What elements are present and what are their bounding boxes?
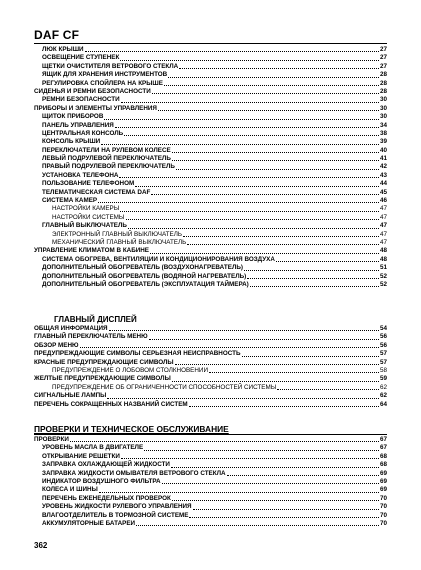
page-number: 362 xyxy=(34,541,48,550)
toc-part-2 xyxy=(34,315,387,409)
dot-leader xyxy=(175,364,379,365)
toc-entry-page: 52 xyxy=(379,280,387,288)
toc-entry-page: 57 xyxy=(379,350,387,358)
toc-entry-title: ПЕРЕЧЕНЬ ЕЖЕНЕДЕЛЬНЫХ ПРОВЕРОК xyxy=(42,494,171,502)
toc-entry-page: 62 xyxy=(379,392,387,400)
dot-leader xyxy=(109,330,379,331)
toc-entry-title: ОТКРЫВАНИЕ РЕШЕТКИ xyxy=(42,452,120,460)
toc-entry-page: 56 xyxy=(379,341,387,349)
dot-leader xyxy=(121,102,379,103)
dot-leader xyxy=(120,60,379,61)
toc-entry xyxy=(34,461,387,469)
toc-entry xyxy=(34,247,387,255)
toc-entry-title: ЦЕНТРАЛЬНАЯ КОНСОЛЬ xyxy=(42,129,124,137)
dot-leader xyxy=(171,467,379,468)
toc-entry-page: 51 xyxy=(379,264,387,272)
toc-entry-page: 48 xyxy=(379,247,387,255)
toc-entry xyxy=(34,281,387,289)
toc-entry-page: 68 xyxy=(379,452,387,460)
toc-entry xyxy=(34,113,387,121)
toc-entry-title: ОСВЕЩЕНИЕ СТУПЕНЕК xyxy=(42,54,120,62)
toc-entry-page: 41 xyxy=(379,155,387,163)
toc-entry xyxy=(34,470,387,478)
toc-entry-title: ПРАВЫЙ ПОДРУЛЕВОЙ ПЕРЕКЛЮЧАТЕЛЬ xyxy=(42,163,175,171)
toc-entry-title: СИСТЕМА КАМЕР xyxy=(42,197,98,205)
toc-entry xyxy=(34,222,387,230)
toc-entry xyxy=(34,273,387,281)
toc-entry-title: ЖЕЛТЫЕ ПРЕДУПРЕЖДАЮЩИЕ СИМВОЛЫ xyxy=(34,375,171,383)
dot-leader xyxy=(151,194,379,195)
document-brand-title: DAF CF xyxy=(34,28,80,42)
toc-entry-title: УПРАВЛЕНИЕ КЛИМАТОМ В КАБИНЕ xyxy=(34,247,150,255)
toc-entry-title: УСТАНОВКА ТЕЛЕФОНА xyxy=(42,171,119,179)
toc-entry-title: ОБЩАЯ ИНФОРМАЦИЯ xyxy=(34,324,108,332)
toc-entry xyxy=(34,63,387,71)
dot-leader xyxy=(242,356,379,357)
toc-entry xyxy=(34,503,387,511)
toc-entry xyxy=(34,264,387,272)
dot-leader xyxy=(99,492,379,493)
toc-entry-page: 67 xyxy=(379,435,387,443)
toc-entry-page: 40 xyxy=(379,146,387,154)
toc-entry xyxy=(34,486,387,494)
toc-entry xyxy=(34,46,387,54)
toc-entry-page: 27 xyxy=(379,45,387,53)
toc-entry-page: 47 xyxy=(379,213,387,221)
toc-entry xyxy=(34,71,387,79)
dot-leader xyxy=(168,77,379,78)
dot-leader xyxy=(104,119,379,120)
dot-leader xyxy=(135,186,379,187)
toc-entry xyxy=(34,172,387,180)
toc-section-2 xyxy=(34,436,387,528)
toc-entry-title: ПРЕДУПРЕЖДЕНИЕ ОБ ОГРАНИЧЕННОСТИ СПОСОБНОСТЕЙ СИСТЕМЫ xyxy=(52,383,277,391)
dot-leader xyxy=(121,458,379,459)
toc-entry-title: НАСТРОЙКИ СИСТЕМЫ xyxy=(52,213,125,221)
toc-entry xyxy=(34,384,387,392)
toc-entry xyxy=(34,96,387,104)
toc-entry-title: КРАСНЫЕ ПРЕДУПРЕЖДАЮЩИЕ СИМВОЛЫ xyxy=(34,358,174,366)
toc-entry xyxy=(34,80,387,88)
toc-entry-page: 28 xyxy=(379,79,387,87)
dot-leader xyxy=(176,169,379,170)
toc-entry-title: ЩИТОК ПРИБОРОВ xyxy=(42,113,104,121)
toc-entry-page: 43 xyxy=(379,171,387,179)
toc-entry xyxy=(34,392,387,400)
dot-leader xyxy=(70,441,379,442)
toc-entry-page: 45 xyxy=(379,188,387,196)
toc-entry xyxy=(34,105,387,113)
toc-entry-title: ЛЮК КРЫШИ xyxy=(42,45,84,53)
dot-leader xyxy=(244,270,379,271)
subsection-heading: ГЛАВНЫЙ ДИСПЛЕЙ xyxy=(54,315,137,324)
toc-entry xyxy=(34,478,387,486)
toc-entry-page: 47 xyxy=(379,205,387,213)
toc-entry-title: ПРЕДУПРЕЖДЕНИЕ О ЛОБОВОМ СТОЛКНОВЕНИИ xyxy=(52,366,208,374)
toc-entry xyxy=(34,436,387,444)
toc-entry xyxy=(34,401,387,409)
toc-entry-page: 28 xyxy=(379,71,387,79)
toc-entry-page: 46 xyxy=(379,197,387,205)
toc-entry-page: 69 xyxy=(379,486,387,494)
toc-entry-page: 70 xyxy=(379,494,387,502)
toc-entry-page: 54 xyxy=(379,324,387,332)
toc-entry-page: 67 xyxy=(379,444,387,452)
toc-entry-title: ДОПОЛНИТЕЛЬНЫЙ ОБОГРЕВАТЕЛЬ (ВОДЯНОЙ НАГРЕВАТЕЛЬ) xyxy=(42,272,247,280)
toc-entry-title: КОЛЕСА И ШИНЫ xyxy=(42,486,98,494)
toc-entry xyxy=(34,256,387,264)
toc-entry-title: ВЛАГООТДЕЛИТЕЛЬ В ТОРМОЗНОЙ СИСТЕМЕ xyxy=(42,511,189,519)
toc-entry-title: ДОПОЛНИТЕЛЬНЫЙ ОБОГРЕВАТЕЛЬ (ВОЗДУХОНАГРЕВАТЕЛЬ) xyxy=(42,264,243,272)
toc-entry-title: НАСТРОЙКИ КАМЕРЫ xyxy=(52,205,120,213)
toc-entry-title: ТЕЛЕМАТИЧЕСКАЯ СИСТЕМА DAF xyxy=(42,188,151,196)
dot-leader xyxy=(183,236,379,237)
toc-entry-page: 28 xyxy=(379,87,387,95)
toc-entry-title: ПЕРЕКЛЮЧАТЕЛИ НА РУЛЕВОМ КОЛЕСЕ xyxy=(42,146,171,154)
dot-leader xyxy=(98,202,379,203)
dot-leader xyxy=(276,261,379,262)
toc-entry xyxy=(34,231,387,239)
toc-entry-page: 57 xyxy=(379,358,387,366)
toc-entry-title: ГЛАВНЫЙ ПЕРЕКЛЮЧАТЕЛЬ МЕНЮ xyxy=(34,333,148,341)
toc-entry xyxy=(34,189,387,197)
toc-entry xyxy=(34,239,387,247)
toc-entry-page: 42 xyxy=(379,163,387,171)
dot-leader xyxy=(179,68,379,69)
toc-entry-title: ИНДИКАТОР ВОЗДУШНОГО ФИЛЬТРА xyxy=(42,477,161,485)
toc-entry-title: ПАНЕЛЬ УПРАВЛЕНИЯ xyxy=(42,121,114,129)
toc-entry xyxy=(34,453,387,461)
dot-leader xyxy=(209,372,379,373)
dot-leader xyxy=(164,85,379,86)
toc-entry-title: АККУМУЛЯТОРНЫЕ БАТАРЕИ xyxy=(42,519,136,527)
toc-entry-page: 44 xyxy=(379,180,387,188)
section-title: ПРОВЕРКИ И ТЕХНИЧЕСКОЕ ОБСЛУЖИВАНИЕ xyxy=(34,424,229,434)
toc-entry-title: ПРЕДУПРЕЖДАЮЩИЕ СИМВОЛЫ СЕРЬЕЗНАЯ НЕИСПРАВНОСТЬ xyxy=(34,350,241,358)
dot-leader xyxy=(227,475,379,476)
toc-entry-title: ОБЗОР МЕНЮ xyxy=(34,341,79,349)
toc-entry-title: ЭЛЕКТРОННЫЙ ГЛАВНЫЙ ВЫКЛЮЧАТЕЛЬ xyxy=(52,230,182,238)
toc-entry-page: 34 xyxy=(379,121,387,129)
dot-leader xyxy=(80,347,379,348)
dot-leader xyxy=(277,389,379,390)
toc-entry xyxy=(34,359,387,367)
toc-entry xyxy=(34,520,387,528)
toc-entry-title: ПЕРЕЧЕНЬ СОКРАЩЕННЫХ НАЗВАНИЙ СИСТЕМ xyxy=(34,400,188,408)
toc-part-1 xyxy=(34,46,387,289)
toc-entry-page: 27 xyxy=(379,62,387,70)
dot-leader xyxy=(172,160,379,161)
dot-leader xyxy=(193,509,379,510)
toc-entry-page: 58 xyxy=(379,366,387,374)
toc-entry-page: 62 xyxy=(379,383,387,391)
toc-entry xyxy=(34,367,387,375)
dot-leader xyxy=(250,286,379,287)
dot-leader xyxy=(162,483,379,484)
toc-entry-page: 39 xyxy=(379,138,387,146)
dot-leader xyxy=(120,211,379,212)
toc-entry-title: ЯЩИК ДЛЯ ХРАНЕНИЯ ИНСТРУМЕНТОВ xyxy=(42,71,168,79)
toc-entry-page: 38 xyxy=(379,129,387,137)
toc-entry xyxy=(34,495,387,503)
toc-entry xyxy=(34,180,387,188)
toc-entry xyxy=(34,147,387,155)
dot-leader xyxy=(126,219,379,220)
toc-entry-title: РЕМНИ БЕЗОПАСНОСТИ xyxy=(42,96,120,104)
toc-entry-page: 52 xyxy=(379,272,387,280)
toc-entry-title: ПРОВЕРКИ xyxy=(34,435,69,443)
toc-entry-page: 30 xyxy=(379,113,387,121)
dot-leader xyxy=(150,253,379,254)
toc-entry xyxy=(34,130,387,138)
toc-entry-page: 59 xyxy=(379,375,387,383)
toc-entry-page: 47 xyxy=(379,222,387,230)
toc-entry-page: 47 xyxy=(379,238,387,246)
dot-leader xyxy=(115,127,379,128)
toc-entry-title: КОНСОЛЬ КРЫШИ xyxy=(42,138,101,146)
toc-entry-page: 48 xyxy=(379,255,387,263)
dot-leader xyxy=(189,517,379,518)
toc-entry xyxy=(34,122,387,130)
toc-entry xyxy=(34,138,387,146)
section-rule xyxy=(34,434,387,435)
dot-leader xyxy=(247,278,379,279)
dot-leader xyxy=(119,177,379,178)
dot-leader xyxy=(158,110,379,111)
toc-entry xyxy=(34,88,387,96)
dot-leader xyxy=(107,398,379,399)
toc-entry xyxy=(34,342,387,350)
toc-entry xyxy=(34,375,387,383)
dot-leader xyxy=(149,339,379,340)
toc-entry xyxy=(34,444,387,452)
dot-leader xyxy=(85,51,379,52)
toc-entry-title: СИГНАЛЬНЫЕ ЛАМПЫ xyxy=(34,392,107,400)
toc-entry xyxy=(34,350,387,358)
toc-entry xyxy=(34,214,387,222)
toc-entry-title: УРОВЕНЬ МАСЛА В ДВИГАТЕЛЕ xyxy=(42,444,144,452)
toc-entry-title: МЕХАНИЧЕСКИЙ ГЛАВНЫЙ ВЫКЛЮЧАТЕЛЬ xyxy=(52,238,187,246)
toc-entry-page: 47 xyxy=(379,230,387,238)
dot-leader xyxy=(152,93,379,94)
toc-entry-title: ДОПОЛНИТЕЛЬНЫЙ ОБОГРЕВАТЕЛЬ (ЭКСПЛУАТАЦИЯ ТАЙМЕРА) xyxy=(42,280,249,288)
toc-entry-page: 56 xyxy=(379,333,387,341)
toc-entry-page: 68 xyxy=(379,461,387,469)
dot-leader xyxy=(189,406,379,407)
toc-entry-title: ЩЕТКИ ОЧИСТИТЕЛЯ ВЕТРОВОГО СТЕКЛА xyxy=(42,62,179,70)
toc-entry-page: 70 xyxy=(379,503,387,511)
toc-entry-title: УРОВЕНЬ ЖИДКОСТИ РУЛЕВОГО УПРАВЛЕНИЯ xyxy=(42,503,192,511)
toc-entry xyxy=(34,512,387,520)
toc-entry-page: 69 xyxy=(379,477,387,485)
toc-entry-title: ГЛАВНЫЙ ВЫКЛЮЧАТЕЛЬ xyxy=(42,222,127,230)
dot-leader xyxy=(172,152,379,153)
toc-entry-title: СИСТЕМА ОБОГРЕВА, ВЕНТИЛЯЦИИ И КОНДИЦИОНИРОВАНИЯ ВОЗДУХА xyxy=(42,255,275,263)
toc-entry xyxy=(34,205,387,213)
toc-entry xyxy=(34,54,387,62)
toc-entry-page: 27 xyxy=(379,54,387,62)
toc-entry-title: СИДЕНЬЯ И РЕМНИ БЕЗОПАСНОСТИ xyxy=(34,87,151,95)
toc-entry xyxy=(34,163,387,171)
toc-entry-title: ПОЛЬЗОВАНИЕ ТЕЛЕФОНОМ xyxy=(42,180,135,188)
dot-leader xyxy=(172,381,379,382)
dot-leader xyxy=(172,500,379,501)
toc-entry-title: ЗАПРАВКА ОХЛАЖДАЮЩЕЙ ЖИДКОСТИ xyxy=(42,461,170,469)
toc-entry xyxy=(34,333,387,341)
toc-entry-page: 30 xyxy=(379,104,387,112)
toc-entry-title: РЕГУЛИРОВКА СПОЙЛЕРА НА КРЫШЕ xyxy=(42,79,163,87)
dot-leader xyxy=(187,244,379,245)
toc-entry-page: 70 xyxy=(379,519,387,527)
dot-leader xyxy=(124,135,379,136)
toc-entry-page: 70 xyxy=(379,511,387,519)
dot-leader xyxy=(128,228,379,229)
toc-entry-page: 64 xyxy=(379,400,387,408)
dot-leader xyxy=(136,525,379,526)
header-rule xyxy=(34,43,387,44)
toc-entry-page: 69 xyxy=(379,469,387,477)
toc-entry-title: ПРИБОРЫ И ЭЛЕМЕНТЫ УПРАВЛЕНИЯ xyxy=(34,104,157,112)
dot-leader xyxy=(144,450,379,451)
dot-leader xyxy=(101,144,379,145)
toc-entry-title: ЛЕВЫЙ ПОДРУЛЕВОЙ ПЕРЕКЛЮЧАТЕЛЬ xyxy=(42,155,171,163)
toc-entry-page: 30 xyxy=(379,96,387,104)
toc-entry-title: ЗАПРАВКА ЖИДКОСТИ ОМЫВАТЕЛЯ ВЕТРОВОГО СТЕКЛА xyxy=(42,469,226,477)
